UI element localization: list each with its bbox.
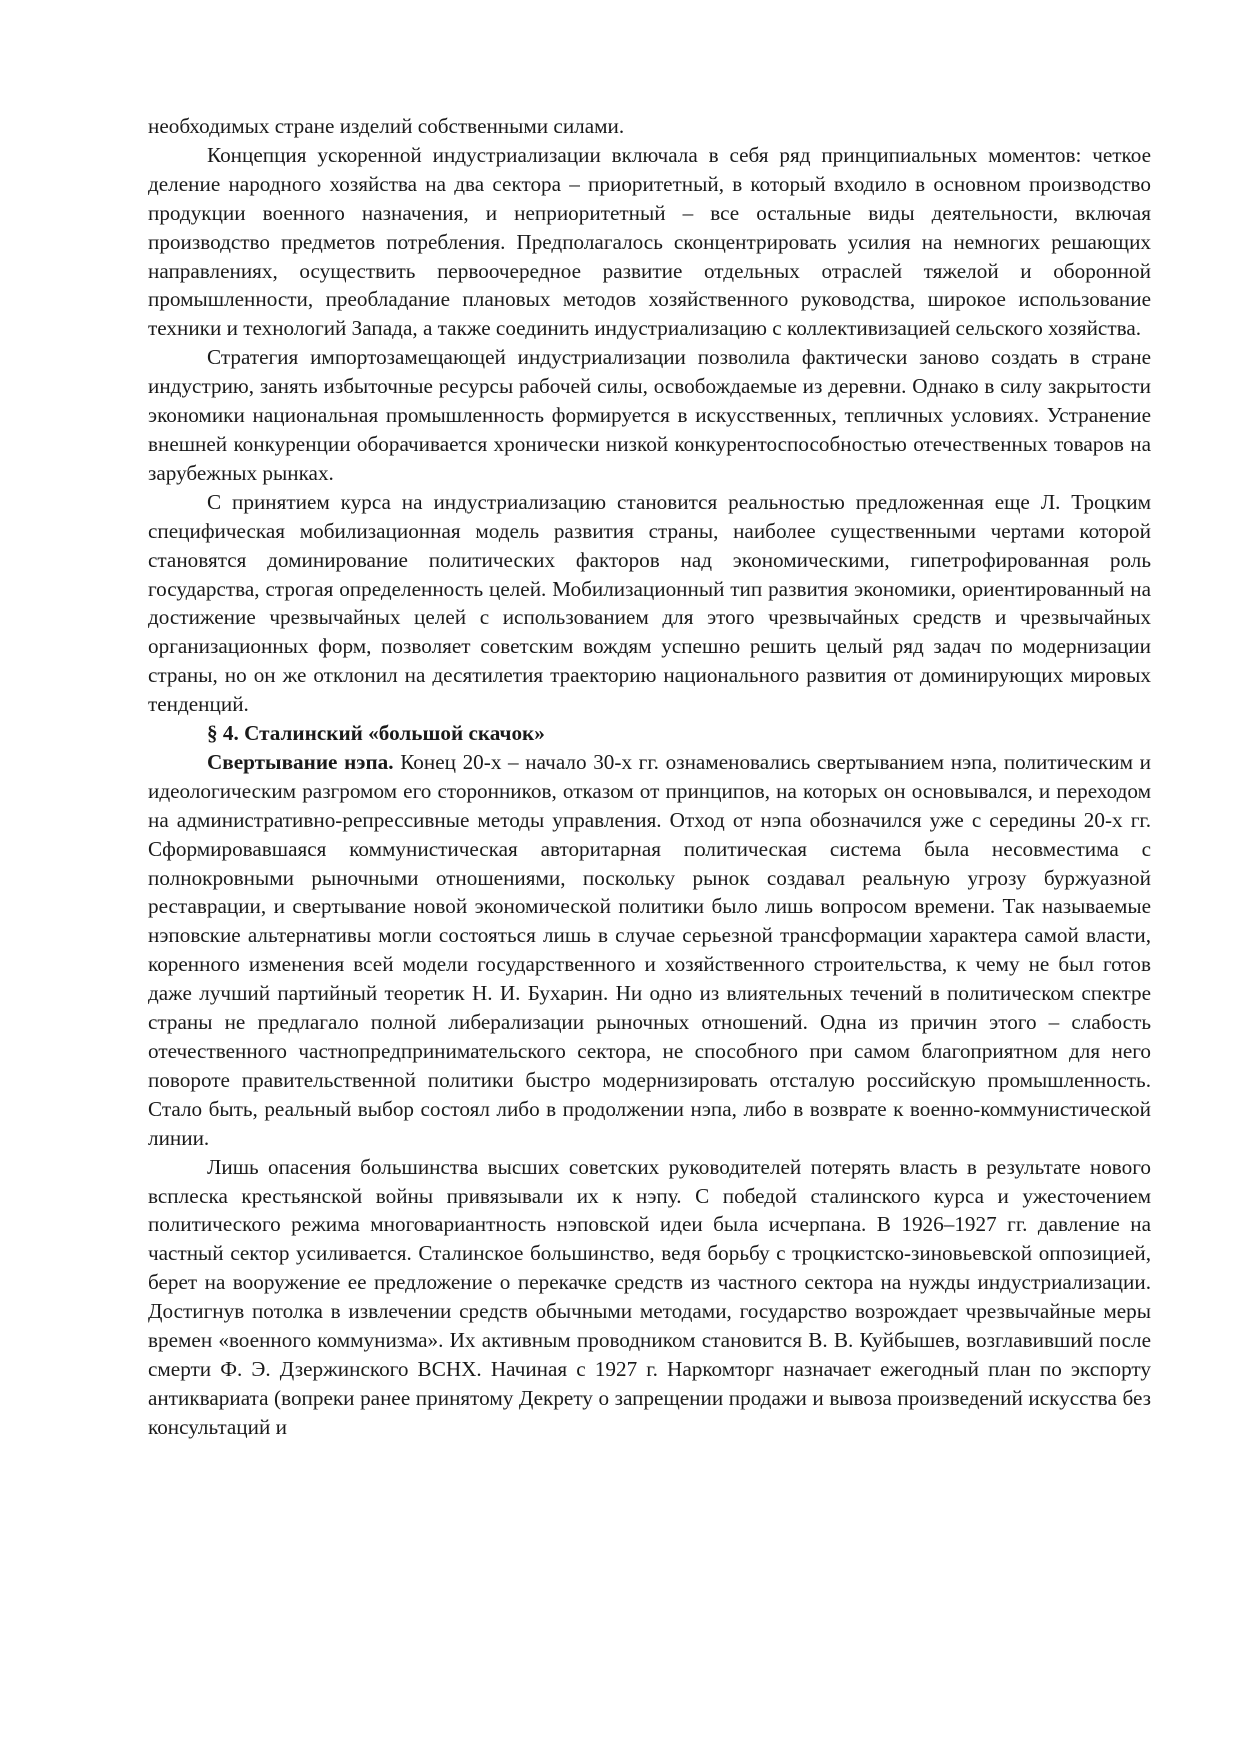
document-page <box>148 112 1151 1442</box>
paragraph-mobilization-model: С принятием курса на индустриализацию становится реальностью предложенная еще Л. Троцким специфическая мобилизационная модель развития страны, наиболее существенными чертами которой становятся доминирование политических факторов над экономическими, гипетрофированная роль государства, строгая определенность целей. Мобилизационный тип развития экономики, ориентированный на достижение чрезвычайных целей с использованием для этого чрезвычайных средств и чрезвычайных организационных форм, позволяет советским вождям успешно решить целый ряд задач по модернизации страны, но он же отклонил на десятилетия траекторию национального развития от доминирующих мировых тенденций. <box>148 489 1151 717</box>
paragraph-continuation: необходимых стране изделий собственными силами. <box>148 114 625 138</box>
paragraph-nep-curtailment <box>148 748 1151 1153</box>
paragraph-nep-curtailment-text: Конец 20-х – начало 30-х гг. ознаменовались свертыванием нэпа, политическим и идеологическим разгромом его сторонников, отказом от принципов, на которых он основывался, и переходом на административно-репрессивные методы управления. Отход от нэпа обозначился уже с середины 20-х гг. Сформировавшаяся коммунистическая авторитарная политическая система была несовместима с полнокровными рыночными отношениями, поскольку рынок создавал реальную угрозу буржуазной реставрации, и свертывание новой экономической политики было лишь вопросом времени. Так называемые нэповские альтернативы могли состояться лишь в случае серьезной трансформации характера самой власти, коренного изменения всей модели государственного и хозяйственного строительства, к чему не был готов даже лучший партийный теоретик Н. И. Бухарин. Ни одно из влиятельных течений в политическом спектре страны не предлагало полной либерализации рыночных отношений. Одна из причин этого – слабость отечественного частнопредпринимательского сектора, не способного при самом благоприятном для него повороте правительственной политики быстро модернизировать отсталую российскую промышленность. Стало быть, реальный выбор состоял либо в продолжении нэпа, либо в возврате к военно-коммунистической линии. <box>148 749 1151 1150</box>
paragraph-import-substitution: Стратегия импортозамещающей индустриализации позволила фактически заново создать в стране индустрию, занять избыточные ресурсы рабочей силы, освобождаемые из деревни. Однако в силу закрытости экономики национальная промышленность формируется в искусственных, тепличных условиях. Устранение внешней конкуренции оборачивается хронически низкой конкурентоспособностью отечественных товаров на зарубежных рынках. <box>148 345 1151 485</box>
paragraph-industrialization-concept: Концепция ускоренной индустриализации включала в себя ряд принципиальных моментов: четкое деление народного хозяйства на два сектора – приоритетный, в который входило в основном производство продукции военного назначения, и неприоритетный – все остальные виды деятельности, включая производство предметов потребления. Предполагалось сконцентрировать усилия на немногих решающих направлениях, осуществить первоочередное развитие отдельных отраслей тяжелой и оборонной промышленности, преобладание плановых методов хозяйственного руководства, широкое использование техники и технологий Запада, а также соединить индустриализацию с коллективизацией сельского хозяйства. <box>148 142 1151 341</box>
section-heading: § 4. Сталинский «большой скачок» <box>207 721 545 746</box>
paragraph-stalinist-course: Лишь опасения большинства высших советских руководителей потерять власть в результате нового всплеска крестьянской войны привязывали их к нэпу. С победой сталинского курса и ужесточением политического режима многовариантность нэповской идеи была исчерпана. В 1926–1927 гг. давление на частный сектор усиливается. Сталинское большинство, ведя борьбу с троцкистско-зиновьевской оппозицией, берет на вооружение ее предложение о перекачке средств из частного сектора на нужды индустриализации. Достигнув потолка в извлечении средств обычными методами, государство возрождает чрезвычайные меры времен «военного коммунизма». Их активным проводником становится В. В. Куйбышев, возглавивший после смерти Ф. Э. Дзержинского ВСНХ. Начиная с 1927 г. Наркомторг назначает ежегодный план по экспорту антиквариата (вопреки ранее принятому Декрету о запрещении продажи и вывоза произведений искусства без консультаций и <box>148 1154 1151 1439</box>
paragraph-lead-title: Свертывание нэпа. <box>207 749 394 774</box>
